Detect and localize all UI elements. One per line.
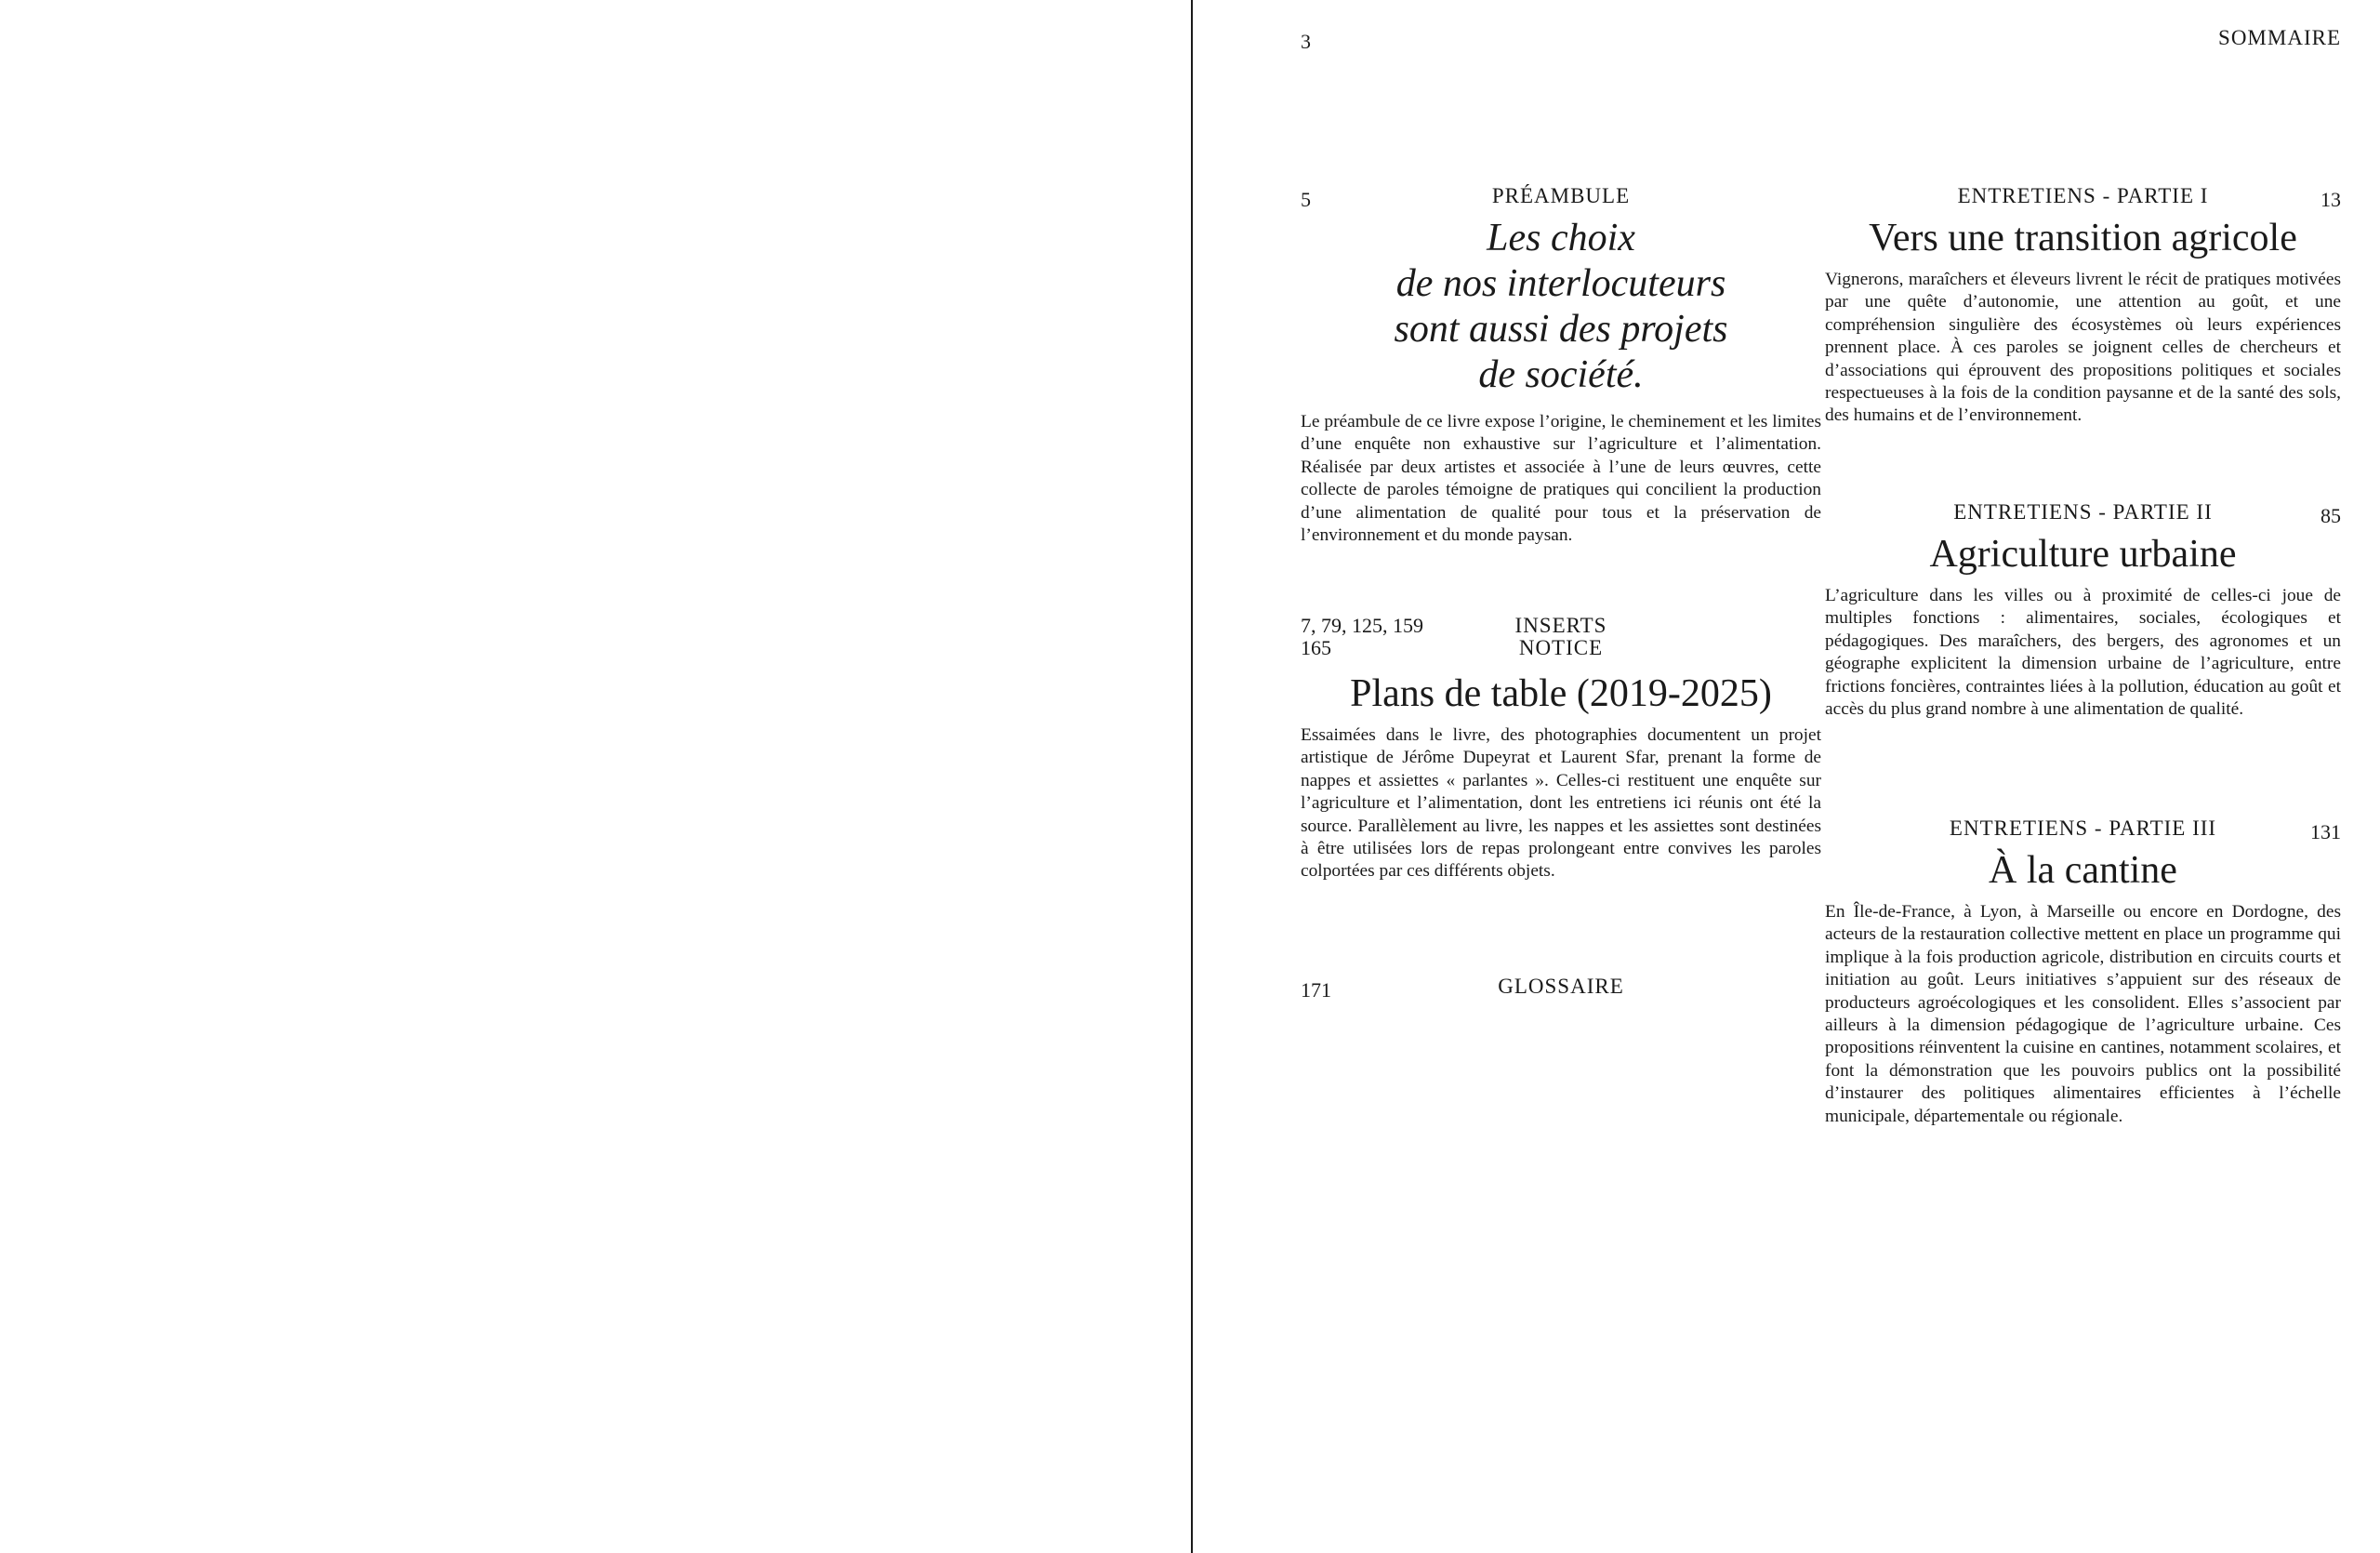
entry-page-number: 131	[2310, 820, 2341, 843]
section-label: ENTRETIENS - PARTIE I	[1957, 184, 2209, 207]
right-page-contents	[1193, 0, 2380, 1553]
title-line: sont aussi des projets	[1394, 308, 1728, 351]
running-head: SOMMAIRE	[2218, 26, 2341, 49]
title-line: de nos interlocuteurs	[1395, 262, 1726, 305]
title-line: de société.	[1478, 353, 1644, 396]
section-description: Essaimées dans le livre, des photographies documentent un projet artistique de Jérôme Dupeyrat et Laurent Sfar, prenant la forme de nappes et assiettes « parlantes ». Celles-ci restituent une enquête sur l’agriculture et l’alimentation, dont les entretiens ici réunis ont été la source. Parallèlement au livre, les nappes et les assiettes sont destinées à être utilisées lors de repas prolongeant entre convives les paroles colportées par ces différents objets.	[1301, 725, 1821, 882]
page-number: 3	[1301, 30, 1311, 53]
section-description: Vignerons, maraîchers et éleveurs livrent le récit de pratiques motivées par une quête d’autonomie, une attention au goût, et une compréhension singulière des écosystèmes où leurs expériences prennent place. À ces paroles se joignent celles de chercheurs et d’associations qui éprouvent des propositions politiques et sociales respectueuses à la fois de la condition paysanne et de la santé des sols, des humains et de l’environnement.	[1825, 270, 2341, 426]
entry-glossaire	[1301, 975, 1821, 1002]
section-label: ENTRETIENS - PARTIE II	[1953, 500, 2213, 524]
entry-inserts	[1301, 614, 1821, 883]
entry-page-number: 85	[2320, 504, 2341, 527]
entry-partie-2	[1825, 500, 2341, 721]
entry-partie-3	[1825, 816, 2341, 1128]
entry-preambule	[1301, 184, 1821, 547]
section-label: GLOSSAIRE	[1498, 975, 1624, 998]
section-title: Agriculture urbaine	[1929, 533, 2237, 576]
notice-label: NOTICE	[1518, 636, 1604, 659]
section-title: Plans de table (2019-2025)	[1350, 672, 1772, 715]
section-description: L’agriculture dans les villes ou à proximité de celles-ci joue de multiples fonctions : alimentaires, sociales, écologiques et pédagogiques. Des maraîchers, des bergers, des agronomes et un géographe explicitent la dimension urbaine de l’agriculture, entre frictions foncières, contraintes liées à la pollution, éducation au goût et accès du plus grand nombre à une alimentation de qualité.	[1825, 586, 2341, 720]
section-description: En Île-de-France, à Lyon, à Marseille ou encore en Dordogne, des acteurs de la restauration collective mettent en place un programme qui implique à la fois production agricole, distribution en circuits courts et initiation au goût. Leurs initiatives s’appuient sur des réseaux de producteurs agroécologiques et les consolident. Elles s’associent par ailleurs à la dimension pédagogique de l’agriculture urbaine. Ces propositions réinventent la cuisine en cantines, notamment scolaires, et font la démonstration que les pouvoirs publics ont la possibilité d’instaurer des politiques alimentaires efficientes à l’échelle municipale, départementale ou régionale.	[1825, 902, 2341, 1126]
entry-partie-1	[1825, 184, 2341, 428]
section-title	[1301, 216, 1821, 398]
inserts-page-numbers: 7, 79, 125, 159	[1301, 614, 1423, 637]
notice-page-number: 165	[1301, 636, 1331, 659]
section-label: PRÉAMBULE	[1491, 184, 1631, 207]
section-title: Vers une transition agricole	[1869, 217, 2297, 259]
section-label: ENTRETIENS - PARTIE III	[1949, 816, 2217, 840]
section-description: Le préambule de ce livre expose l’origine, le cheminement et les limites d’une enquête non exhaustive sur l’agriculture et l’alimentation. Réalisée par deux artistes et associée à l’une de leurs œuvres, cette collecte de paroles témoigne de pratiques qui concilient la production d’une alimentation de qualité pour tous et la préservation de l’environnement et du monde paysan.	[1301, 412, 1821, 546]
inserts-label: INSERTS	[1514, 614, 1607, 637]
entry-page-number: 13	[2320, 188, 2341, 211]
section-title: À la cantine	[1989, 849, 2177, 892]
entry-page-number: 171	[1301, 978, 1331, 1002]
entry-page-number: 5	[1301, 188, 1311, 211]
title-line: Les choix	[1487, 217, 1635, 259]
